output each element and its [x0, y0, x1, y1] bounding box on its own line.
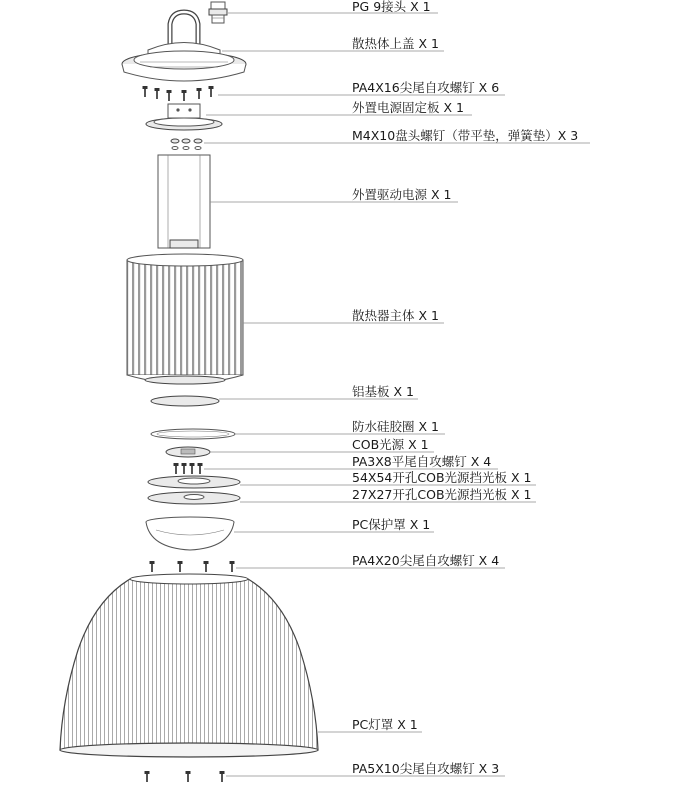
aluminum-substrate-drawing [151, 396, 219, 406]
pa4x16-screws-drawing [143, 86, 214, 101]
label-screw20: PA4X20尖尾自攻螺钉 X 4 [352, 553, 500, 568]
label-shield54: 54X54开孔COB光源挡光板 X 1 [352, 470, 532, 485]
pa3x8-screws-drawing [174, 463, 203, 474]
silicone-ring-drawing [151, 429, 235, 439]
shield-54-drawing [148, 476, 240, 488]
label-shield27: 27X27开孔COB光源挡光板 X 1 [352, 487, 532, 502]
label-screw10: PA5X10尖尾自攻螺钉 X 3 [352, 761, 500, 776]
heatsink-body-drawing [127, 254, 243, 384]
external-driver-drawing [158, 155, 210, 248]
label-pa3: PA3X8平尾自攻螺钉 X 4 [352, 454, 492, 469]
label-pg9: PG 9接头 X 1 [352, 0, 431, 14]
label-cob: COB光源 X 1 [352, 437, 429, 452]
label-gasket: 防水硅胶圈 X 1 [352, 419, 439, 434]
label-pccover: PC保护罩 X 1 [352, 517, 431, 532]
pc-lampshade-drawing [60, 574, 318, 757]
power-fixing-plate-drawing [146, 104, 222, 130]
label-heatsink: 散热器主体 X 1 [352, 308, 439, 323]
cob-source-drawing [166, 447, 210, 457]
shield-27-drawing [148, 492, 240, 504]
upper-cover-drawing [122, 12, 246, 81]
pa4x20-screws-drawing [150, 561, 235, 572]
label-lampshade: PC灯罩 X 1 [352, 717, 418, 732]
label-screw6: PA4X16尖尾自攻螺钉 X 6 [352, 80, 500, 95]
label-m4: M4X10盘头螺钉（带平垫，弹簧垫）X 3 [352, 128, 579, 143]
pg9-connector-drawing [209, 2, 227, 23]
pa5x10-screws-drawing [145, 771, 225, 782]
label-cover: 散热体上盖 X 1 [352, 36, 439, 51]
label-alu: 铝基板 X 1 [352, 384, 414, 399]
pc-protective-cover-drawing [146, 517, 234, 550]
m4x10-screws-drawing [171, 139, 202, 150]
label-driver: 外置驱动电源 X 1 [352, 187, 452, 202]
part-labels [352, 0, 578, 776]
label-plate: 外置电源固定板 X 1 [352, 100, 464, 115]
